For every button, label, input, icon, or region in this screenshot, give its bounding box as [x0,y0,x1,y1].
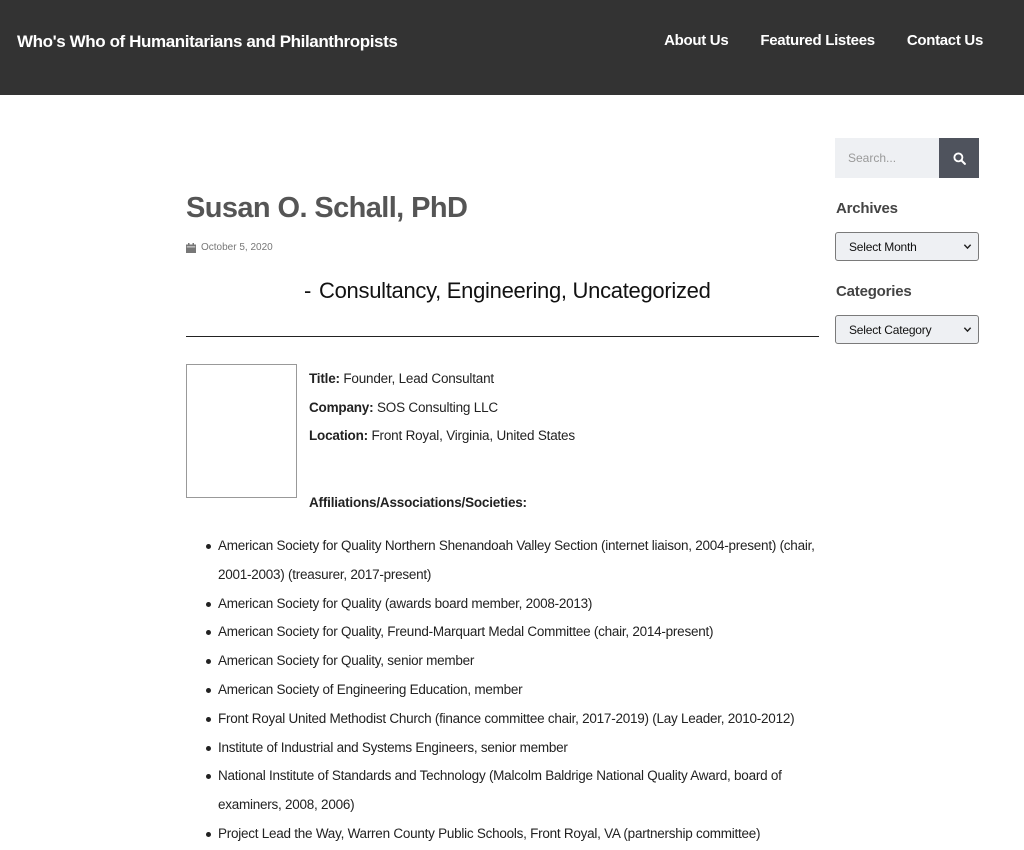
list-item: Project Lead the Way, Warren County Public Schools, Front Royal, VA (partnership committee) [218,820,818,849]
post-title: Susan O. Schall, PhD [186,192,468,224]
categories-title: Categories [836,283,912,300]
archives-select[interactable] [835,232,979,261]
chevron-down-icon [963,242,972,251]
search-box [835,138,979,178]
post-date[interactable]: October 5, 2020 [201,242,273,253]
list-item: Front Royal United Methodist Church (finance committee chair, 2017-2019) (Lay Leader, 2010-2012) [218,705,818,734]
nav-contact-us[interactable]: Contact Us [906,32,983,49]
detail-title: Title: Founder, Lead Consultant [309,371,494,386]
detail-location: Location: Front Royal, Virginia, United States [309,428,575,443]
search-button[interactable] [939,138,979,178]
nav-about-us[interactable]: About Us [664,32,729,49]
site-title[interactable]: Who's Who of Humanitarians and Philanthropists [17,32,398,51]
site-header [0,0,1024,95]
profile-photo [186,364,297,498]
list-item: American Society for Quality, senior member [218,647,818,676]
categories-select-value: Select Category [849,322,932,337]
nav-featured-listees[interactable]: Featured Listees [760,32,875,49]
list-item: Institute of Industrial and Systems Engineers, senior member [218,734,818,763]
chevron-down-icon [963,325,972,334]
calendar-icon [186,243,196,253]
category-separator: , [435,278,447,303]
category-separator: , [560,278,573,303]
categories-select[interactable] [835,315,979,344]
affiliations-heading: Affiliations/Associations/Societies: [309,495,527,510]
main-nav [664,32,983,49]
category-link-engineering[interactable]: Engineering [446,278,561,303]
list-item: American Society for Quality, Freund-Marquart Medal Committee (chair, 2014-present) [218,618,818,647]
category-link-uncategorized[interactable]: Uncategorized [572,278,711,303]
search-icon [953,152,966,165]
post-meta [186,242,273,253]
archives-title: Archives [836,200,898,217]
list-item: American Society for Quality Northern Shenandoah Valley Section (internet liaison, 2004-present) (chair, 2001-2003) (treasurer, 2017-present) [218,532,818,590]
list-item: National Institute of Standards and Technology (Malcolm Baldrige National Quality Award, board of examiners, 2008, 2006) [218,762,818,820]
profile-details [309,370,575,456]
divider [186,336,819,337]
archives-select-value: Select Month [849,239,917,254]
category-prefix: - [304,278,312,303]
post-categories [304,278,711,304]
search-input[interactable] [835,138,939,178]
list-item: American Society of Engineering Education, member [218,676,818,705]
affiliations-list [218,532,818,849]
list-item: American Society for Quality (awards board member, 2008-2013) [218,590,818,619]
detail-company: Company: SOS Consulting LLC [309,399,498,415]
category-link-consultancy[interactable]: Consultancy [319,278,436,303]
